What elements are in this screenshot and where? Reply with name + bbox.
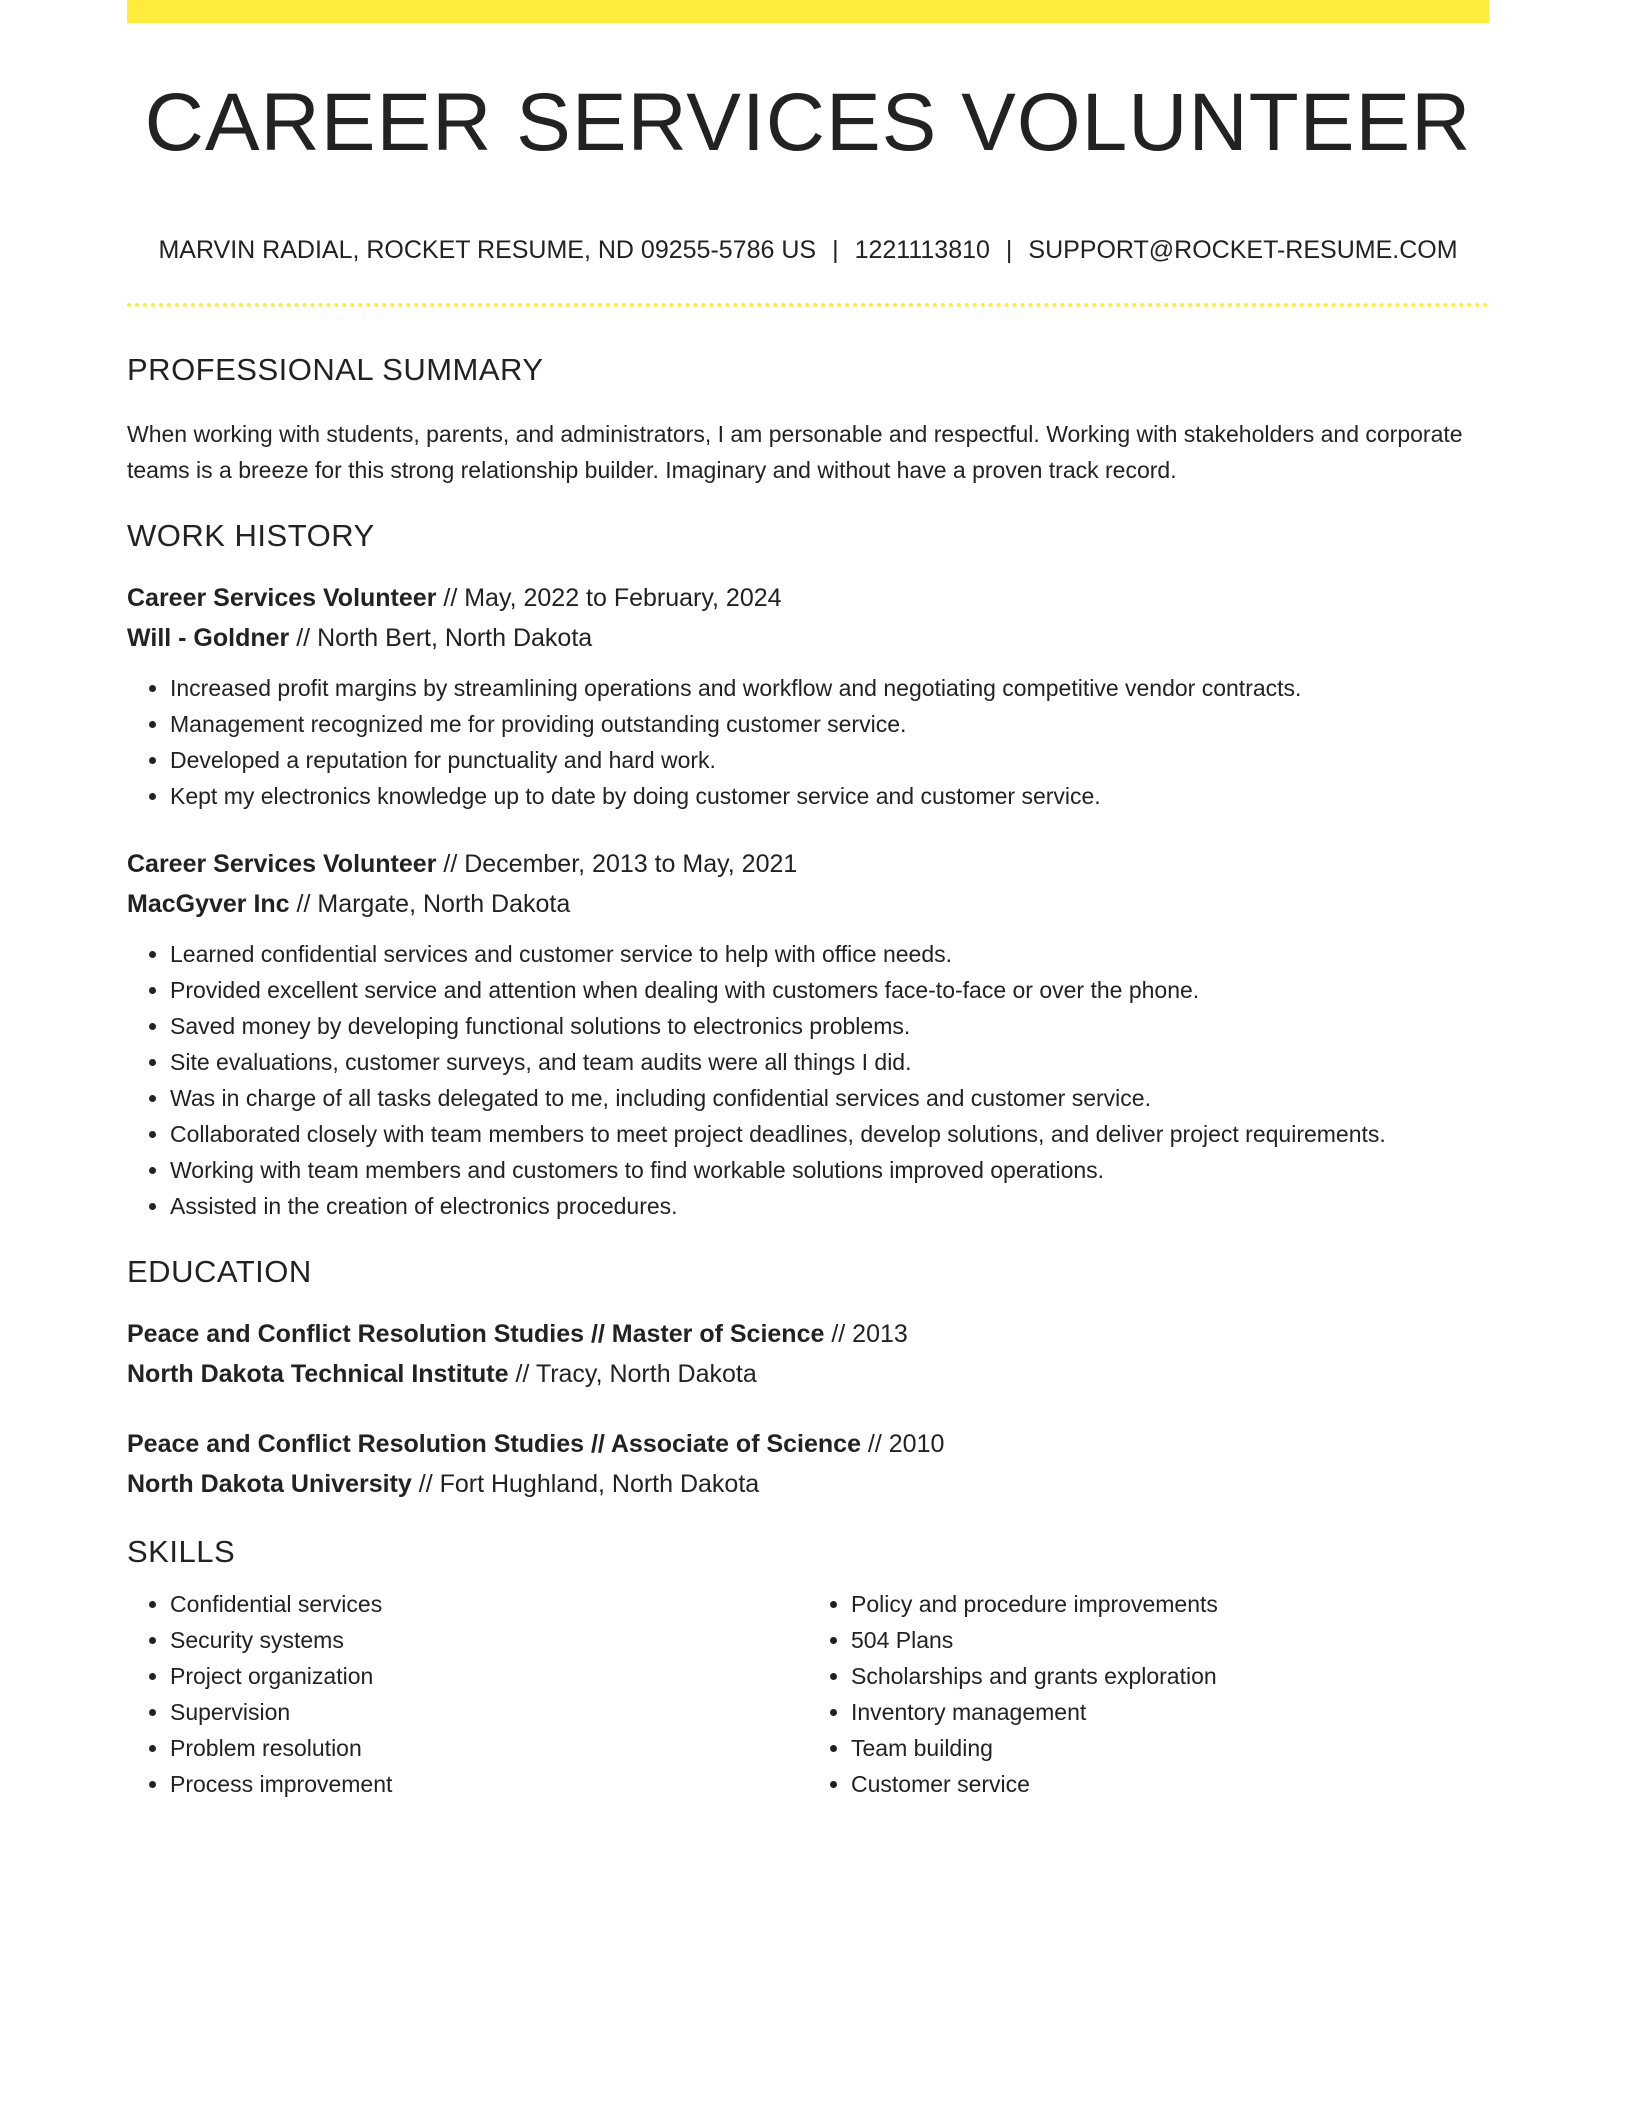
- degree-line: [127, 1424, 1489, 1464]
- education-heading: EDUCATION: [127, 1254, 312, 1289]
- school-location: // Tracy, North Dakota: [508, 1360, 757, 1388]
- education-section: [127, 1254, 1489, 1504]
- list-item: • 504 Plans: [851, 1622, 1489, 1658]
- list-item: • Learned confidential services and customer service to help with office needs.: [170, 936, 1489, 972]
- summary-section: [127, 352, 1489, 488]
- list-item: • Problem resolution: [170, 1730, 808, 1766]
- resume-body: [127, 352, 1489, 1802]
- job-title-line: [127, 578, 1489, 618]
- work-history-section: [127, 518, 1489, 1224]
- list-item: • Provided excellent service and attention when dealing with customers face-to-face or over the phone.: [170, 972, 1489, 1008]
- school-line: [127, 1354, 1489, 1394]
- list-item: • Confidential services: [170, 1586, 808, 1622]
- summary-heading: PROFESSIONAL SUMMARY: [127, 352, 544, 387]
- accent-top-bar: [127, 0, 1489, 23]
- dotted-divider: [127, 303, 1489, 307]
- school-line: [127, 1464, 1489, 1504]
- list-item: • Increased profit margins by streamlining operations and workflow and negotiating competitive vendor contracts.: [170, 670, 1489, 706]
- degree-year: // 2013: [824, 1320, 908, 1348]
- school-name: North Dakota Technical Institute: [127, 1360, 509, 1388]
- job-location: // North Bert, North Dakota: [289, 624, 593, 652]
- job-title: Career Services Volunteer: [127, 584, 437, 612]
- job-title-line: [127, 844, 1489, 884]
- list-item: • Team building: [851, 1730, 1489, 1766]
- contact-email: SUPPORT@ROCKET-RESUME.COM: [1028, 236, 1458, 264]
- job-dates: // December, 2013 to May, 2021: [436, 850, 798, 878]
- contact-phone: 1221113810: [854, 236, 990, 264]
- list-item: • Supervision: [170, 1694, 808, 1730]
- list-item: • Kept my electronics knowledge up to date by doing customer service and customer service.: [170, 778, 1489, 814]
- job-title: Career Services Volunteer: [127, 850, 437, 878]
- school-location: // Fort Hughland, North Dakota: [411, 1470, 760, 1498]
- list-item: • Project organization: [170, 1658, 808, 1694]
- list-item: • Process improvement: [170, 1766, 808, 1802]
- work-history-heading: WORK HISTORY: [127, 518, 375, 553]
- job-company-line: [127, 618, 1489, 658]
- list-item: • Inventory management: [851, 1694, 1489, 1730]
- contact-line: [127, 236, 1489, 265]
- summary-text: When working with students, parents, and administrators, I am personable and respectful. Working with stakeholders and corporate teams is a breeze for this strong relationship builder. Imaginary and without have a proven track record.: [127, 421, 1463, 483]
- skills-list-right: [808, 1586, 1489, 1802]
- list-item: • Customer service: [851, 1766, 1489, 1802]
- skills-section: [127, 1534, 1489, 1802]
- skills-columns: [127, 1586, 1489, 1802]
- job-entry: [127, 844, 1489, 924]
- list-item: • Collaborated closely with team members to meet project deadlines, develop solutions, and deliver project requirements.: [170, 1116, 1489, 1152]
- list-item: • Assisted in the creation of electronics procedures.: [170, 1188, 1489, 1224]
- contact-address: MARVIN RADIAL, ROCKET RESUME, ND 09255-5786 US: [158, 236, 817, 264]
- contact-separator: |: [832, 236, 839, 264]
- job-company: Will - Goldner: [127, 624, 290, 652]
- education-entry: [127, 1424, 1489, 1504]
- job-entry: [127, 578, 1489, 658]
- list-item: • Was in charge of all tasks delegated to me, including confidential services and customer service.: [170, 1080, 1489, 1116]
- degree-name: Peace and Conflict Resolution Studies // Associate of Science: [127, 1430, 861, 1458]
- list-item: • Developed a reputation for punctuality and hard work.: [170, 742, 1489, 778]
- degree-name: Peace and Conflict Resolution Studies // Master of Science: [127, 1320, 825, 1348]
- list-item: • Management recognized me for providing outstanding customer service.: [170, 706, 1489, 742]
- degree-year: // 2010: [860, 1430, 945, 1458]
- list-item: • Security systems: [170, 1622, 808, 1658]
- degree-line: [127, 1314, 1489, 1354]
- list-item: • Working with team members and customers to find workable solutions improved operations.: [170, 1152, 1489, 1188]
- resume-title: CAREER SERVICES VOLUNTEER: [144, 77, 1472, 168]
- school-name: North Dakota University: [127, 1470, 412, 1498]
- contact-separator: |: [1005, 236, 1013, 264]
- skills-list-left: [127, 1586, 808, 1802]
- skills-heading: SKILLS: [127, 1534, 236, 1569]
- list-item: • Saved money by developing functional solutions to electronics problems.: [170, 1008, 1489, 1044]
- job-bullets: [127, 670, 1489, 814]
- list-item: • Policy and procedure improvements: [851, 1586, 1489, 1622]
- list-item: • Scholarships and grants exploration: [851, 1658, 1489, 1694]
- job-bullets: [127, 936, 1489, 1224]
- job-company-line: [127, 884, 1489, 924]
- job-company: MacGyver Inc: [127, 890, 290, 918]
- list-item: • Site evaluations, customer surveys, and team audits were all things I did.: [170, 1044, 1489, 1080]
- job-location: // Margate, North Dakota: [289, 890, 571, 918]
- education-entry: [127, 1314, 1489, 1394]
- job-dates: // May, 2022 to February, 2024: [436, 584, 782, 612]
